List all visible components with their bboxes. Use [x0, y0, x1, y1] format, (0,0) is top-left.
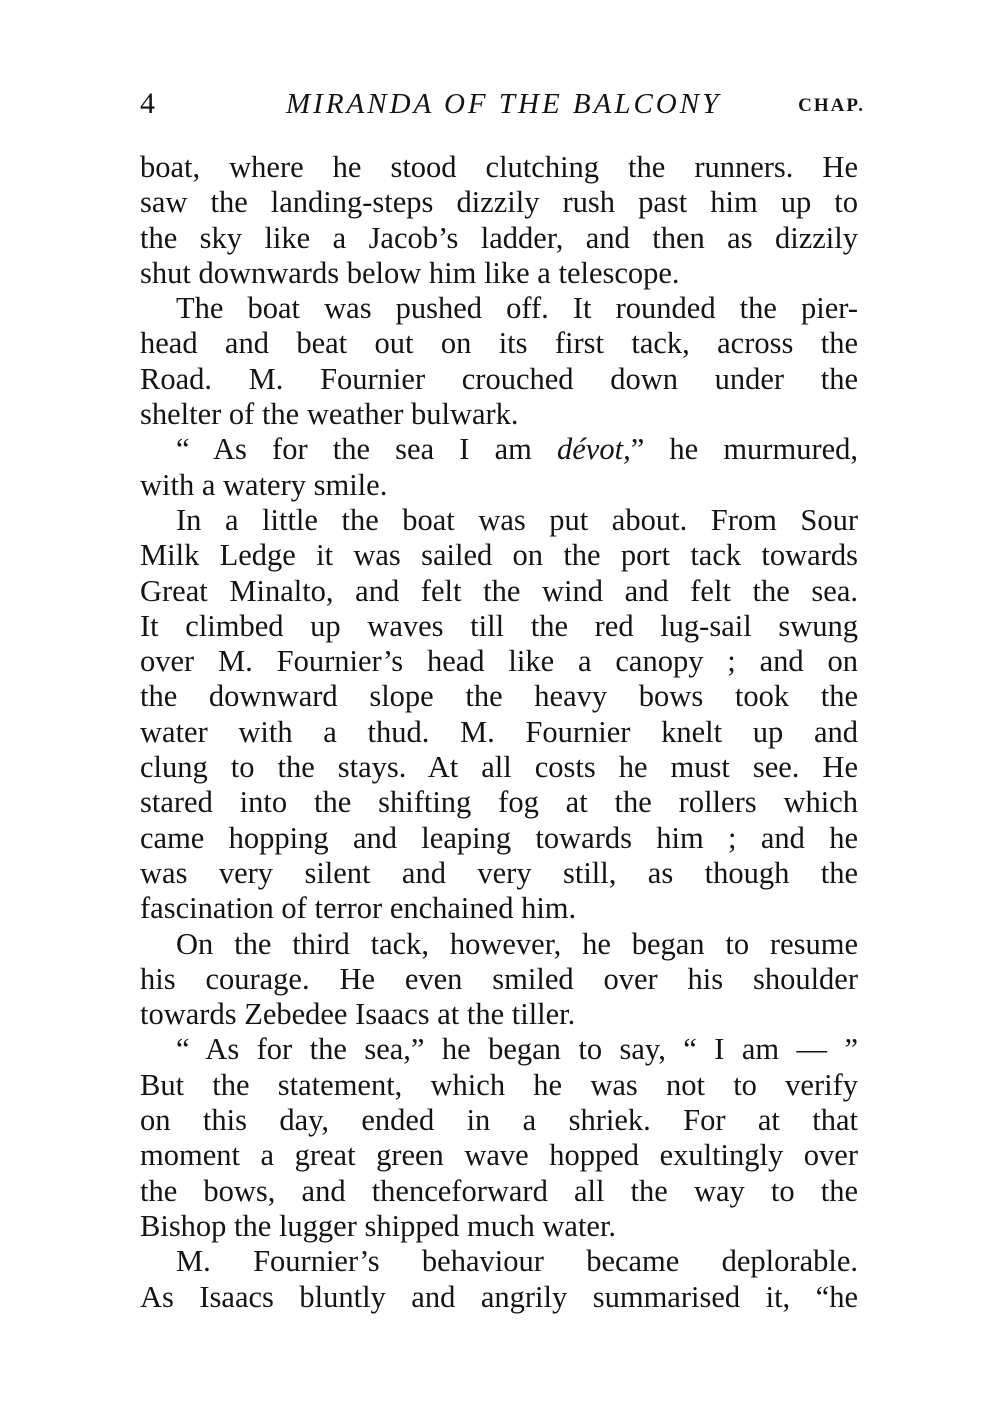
- text-line: It climbed up waves till the red lug-sail swung: [140, 608, 858, 643]
- text-line: shelter of the weather bulwark.: [140, 397, 519, 432]
- page-number: 4: [140, 87, 155, 120]
- text-line: fascination of terror enchained him.: [140, 891, 577, 926]
- text-line: As Isaacs bluntly and angrily summarised it, “he: [140, 1279, 858, 1314]
- text-line: the sky like a Jacob’s ladder, and then as dizzily: [140, 220, 858, 255]
- text-line: In a little the boat was put about. From Sour: [176, 502, 858, 537]
- text-line: But the statement, which he was not to verify: [140, 1067, 858, 1102]
- text-line: came hopping and leaping towards him ; and he: [140, 820, 858, 855]
- text-line: water with a thud. M. Fournier knelt up and: [140, 714, 858, 749]
- text-segment: ” he murmured,: [630, 432, 858, 467]
- text-line: On the third tack, however, he began to resume: [176, 926, 858, 961]
- text-line: over M. Fournier’s head like a canopy ; and on: [140, 644, 858, 679]
- text-line: his courage. He even smiled over his shoulder: [140, 961, 858, 996]
- italic-word: dévot,: [557, 432, 631, 467]
- text-line: Bishop the lugger shipped much water.: [140, 1208, 617, 1243]
- chapter-label: CHAP.: [798, 95, 865, 116]
- text-line: moment a great green wave hopped exultingly over: [140, 1138, 858, 1173]
- text-line: towards Zebedee Isaacs at the tiller.: [140, 997, 576, 1032]
- text-line: M. Fournier’s behaviour became deplorable.: [176, 1244, 858, 1279]
- text-line: Road. M. Fournier crouched down under the: [140, 361, 858, 396]
- text-line: Milk Ledge it was sailed on the port tack towards: [140, 538, 858, 573]
- text-line: on this day, ended in a shriek. For at that: [140, 1103, 858, 1138]
- text-line: was very silent and very still, as though the: [140, 855, 858, 890]
- page-header: [140, 84, 865, 124]
- text-line: The boat was pushed off. It rounded the pier-: [176, 291, 858, 326]
- text-line: stared into the shifting fog at the rollers which: [140, 785, 858, 820]
- text-line: “ As for the sea,” he began to say, “ I am — ”: [176, 1032, 858, 1067]
- text-line: the bows, and thenceforward all the way to the: [140, 1173, 858, 1208]
- text-line: saw the landing-steps dizzily rush past him up to: [140, 185, 858, 220]
- text-line: with a watery smile.: [140, 467, 388, 502]
- text-segment: “ As for the sea I am: [176, 432, 558, 467]
- text-line: Great Minalto, and felt the wind and felt the sea.: [140, 573, 858, 608]
- text-line: head and beat out on its first tack, across the: [140, 326, 858, 361]
- running-title: MIRANDA OF THE BALCONY: [286, 88, 722, 120]
- text-line: [140, 432, 858, 467]
- text-line: the downward slope the heavy bows took the: [140, 679, 858, 714]
- text-line: shut downwards below him like a telescope.: [140, 255, 680, 290]
- text-line: clung to the stays. At all costs he must see. He: [140, 750, 858, 785]
- body-text: [140, 150, 858, 1315]
- text-line: boat, where he stood clutching the runners. He: [140, 150, 858, 184]
